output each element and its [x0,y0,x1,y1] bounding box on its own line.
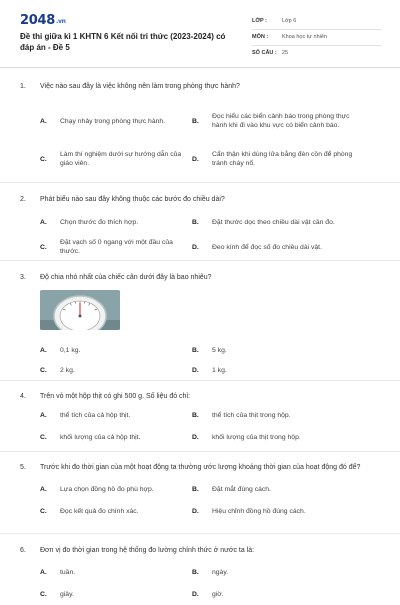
option-text: khối lượng của cả hộp thịt. [60,433,141,441]
question-number: 6. [20,547,26,554]
option-a[interactable] [20,101,192,141]
question-text [20,195,382,204]
options [20,212,382,262]
option-text: thể tích của cả hộp thịt. [60,411,131,419]
scale-image [40,290,120,330]
question-stem: Trên vỏ một hộp thịt có ghi 500 g. Số liệu đó chỉ: [40,393,190,400]
option-b[interactable] [192,101,364,141]
question-stem: Độ chia nhỏ nhất của chiếc cân dưới đây là bao nhiêu? [40,274,212,281]
options [20,561,382,605]
option-c[interactable] [20,500,192,522]
option-letter: D. [192,590,199,598]
question-stem: Việc nào sau đây là việc không nên làm trong phòng thực hành? [40,83,240,90]
option-a[interactable] [20,478,192,500]
meta-key: MÔN : [252,33,269,40]
option-text: tuần. [60,568,76,576]
options [20,101,382,177]
option-text: 0,1 kg. [60,346,81,354]
option-text: ngày. [212,568,229,576]
meta-key: LỚP : [252,17,267,24]
option-text: Đọc hiểu các biển cảnh báo trong phòng thực hành khi đi vào khu vực có biển cảnh báo. [212,113,350,130]
option-letter: A. [40,218,47,226]
question-3 [0,261,400,381]
option-text: 1 kg. [212,366,227,374]
option-text: thể tích của thịt trong hộp. [212,411,291,419]
option-b[interactable] [192,561,364,583]
question-stem: Trước khi đo thời gian của một hoạt động ta thường ước lượng khoảng thời gian của hoạt động đó để? [40,464,361,471]
site-logo[interactable] [20,12,66,30]
option-b[interactable] [192,212,364,232]
meta-value: Lớp 6 [282,17,297,24]
option-letter: A. [40,485,47,493]
question-text [20,392,382,401]
option-letter: D. [192,243,199,251]
question-number: 4. [20,393,26,400]
option-letter: D. [192,366,199,374]
meta-row-count [252,46,382,62]
question-stem: Đơn vị đo thời gian trong hệ thống đo lường chính thức ở nước ta là: [40,547,255,554]
option-c[interactable] [20,232,192,262]
option-d[interactable] [192,426,364,448]
option-text: Lựa chọn đồng hồ đo phù hợp. [60,485,154,493]
question-text [20,82,382,91]
question-text [20,463,382,472]
option-text: Đặt vạch số 0 ngang với một đầu của thước. [60,239,173,256]
option-letter: B. [192,411,199,419]
option-letter: D. [192,433,199,441]
option-letter: C. [40,366,47,374]
option-d[interactable] [192,500,364,522]
option-c[interactable] [20,583,192,605]
question-number: 1. [20,83,26,90]
question-2 [0,183,400,261]
page-header [0,0,400,66]
option-text: Đặt thước dọc theo chiều dài vật cần đo. [212,218,335,226]
option-text: Đeo kính để đọc số đo chiều dài vật. [212,243,322,251]
meta-row-class [252,14,382,30]
option-d[interactable] [192,360,364,380]
options [20,340,382,380]
option-text: Cẩn thận khi dùng lửa bằng đèn cồn để phòng tránh cháy nổ. [212,151,353,168]
logo-text: 2048 [20,13,55,28]
scale-dial-icon [40,290,120,330]
option-letter: D. [192,155,199,163]
option-c[interactable] [20,426,192,448]
meta-row-subject [252,30,382,46]
exam-meta [252,14,382,62]
option-letter: B. [192,485,199,493]
option-d[interactable] [192,141,364,177]
question-4 [0,381,400,452]
options [20,478,382,522]
option-letter: B. [192,568,199,576]
meta-value: 25 [282,50,289,57]
option-b[interactable] [192,478,364,500]
option-text: Đặt mắt đúng cách. [212,485,271,493]
question-stem: Phát biểu nào sau đây không thuộc các bước đo chiều dài? [40,196,225,203]
option-a[interactable] [20,561,192,583]
option-d[interactable] [192,583,364,605]
logo-tld: .vn [55,18,66,25]
option-text: khối lượng của thịt trong hộp. [212,433,301,441]
option-text: 5 kg. [212,346,227,354]
option-b[interactable] [192,404,364,426]
option-letter: B. [192,218,199,226]
option-letter: A. [40,346,47,354]
question-text [20,546,382,555]
option-text: giây. [60,590,74,598]
option-text: Làm thí nghiệm dưới sự hướng dẫn của giáo viên. [60,151,182,168]
option-text: Chạy nhảy trong phòng thực hành. [60,117,166,125]
option-text: giờ. [212,590,224,598]
option-d[interactable] [192,232,364,262]
meta-key: SỐ CÂU : [252,50,277,57]
option-text: Đọc kết quả đo chính xác. [60,507,139,515]
option-letter: B. [192,346,199,354]
option-letter: C. [40,507,47,515]
option-a[interactable] [20,404,192,426]
question-number: 2. [20,196,26,203]
option-b[interactable] [192,340,364,360]
option-letter: C. [40,433,47,441]
option-c[interactable] [20,360,192,380]
options [20,404,382,448]
option-letter: A. [40,117,47,125]
option-text: 2 kg. [60,366,75,374]
meta-value: Khoa học tự nhiên [282,33,327,40]
question-number: 5. [20,464,26,471]
option-letter: C. [40,590,47,598]
exam-title: Đề thi giữa kì 1 KHTN 6 Kết nối tri thức (2023-2024) có đáp án - Đề 5 [20,32,226,53]
option-text: Hiệu chỉnh đồng hồ đúng cách. [212,507,306,515]
option-letter: A. [40,411,47,419]
option-letter: C. [40,243,47,251]
question-5 [0,452,400,534]
question-list [0,68,400,604]
option-a[interactable] [20,340,192,360]
question-1 [0,68,400,183]
question-6 [0,534,400,604]
option-letter: B. [192,117,199,125]
option-letter: D. [192,507,199,515]
option-a[interactable] [20,212,192,232]
question-text [20,273,382,282]
option-c[interactable] [20,141,192,177]
option-letter: A. [40,568,47,576]
question-number: 3. [20,274,26,281]
option-text: Chọn thước đo thích hợp. [60,218,139,226]
option-letter: C. [40,155,47,163]
